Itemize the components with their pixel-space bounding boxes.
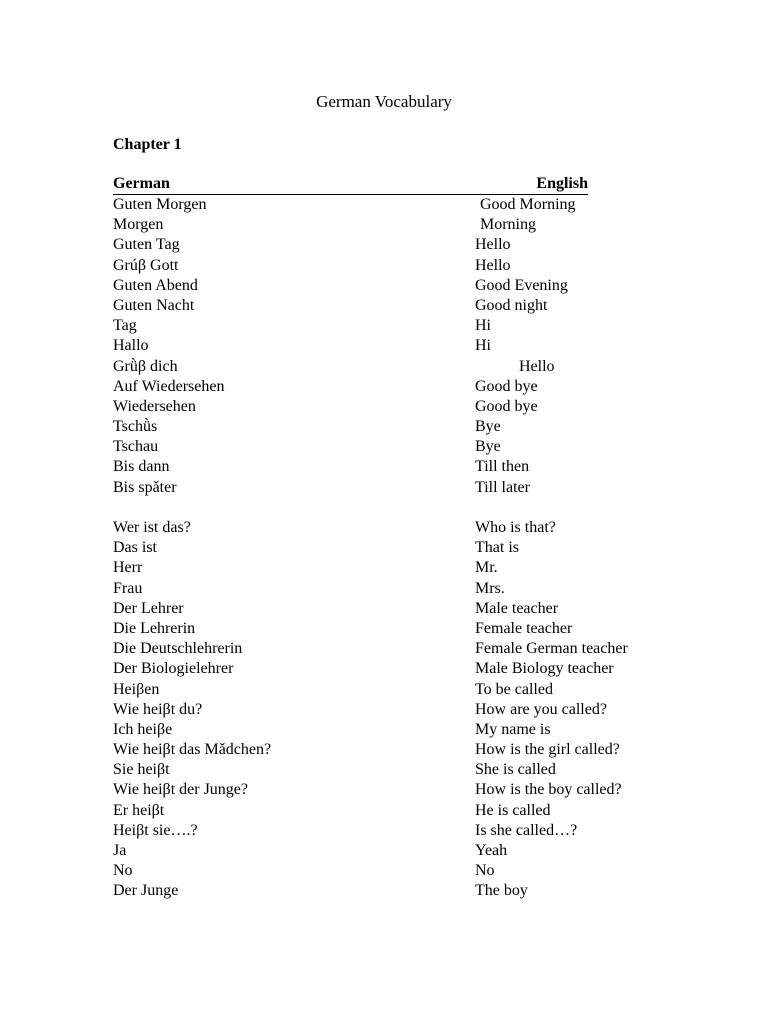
vocab-row <box>0 841 768 861</box>
german-term: Guten Tag <box>113 236 180 254</box>
english-translation: Is she called…? <box>475 821 578 839</box>
english-translation: She is called <box>475 761 556 779</box>
german-term: Wie heiβt der Junge? <box>113 781 248 799</box>
english-translation: No <box>475 862 495 880</box>
german-term: Der Biologielehrer <box>113 660 234 678</box>
vocab-row <box>0 377 768 397</box>
german-term: Grúβ Gott <box>113 256 179 274</box>
english-translation: Bye <box>475 418 501 436</box>
english-translation: Female German teacher <box>475 640 628 658</box>
vocab-row <box>0 357 768 377</box>
german-term: Die Lehrerin <box>113 619 196 637</box>
german-term: Guten Abend <box>113 276 198 294</box>
vocab-row <box>0 801 768 821</box>
english-column-header: English <box>536 175 588 192</box>
german-term: Bis spǎter <box>113 478 177 496</box>
column-header-row <box>113 175 588 195</box>
vocab-row <box>0 478 768 498</box>
vocab-row <box>0 195 768 215</box>
vocab-row <box>0 639 768 659</box>
german-term: Wie heiβt du? <box>113 700 203 718</box>
english-translation: How is the boy called? <box>475 781 622 799</box>
english-translation: My name is <box>475 720 551 738</box>
english-translation: How is the girl called? <box>475 741 620 759</box>
german-term: Bis dann <box>113 458 170 476</box>
english-translation: Bye <box>475 438 501 456</box>
vocab-row <box>0 881 768 901</box>
english-translation: Morning <box>480 216 536 234</box>
vocab-row <box>0 215 768 235</box>
vocab-row <box>0 780 768 800</box>
english-translation: Who is that? <box>475 519 556 536</box>
vocab-row <box>0 760 768 780</box>
vocab-row <box>0 437 768 457</box>
vocab-row <box>0 235 768 255</box>
english-translation: Good Morning <box>480 196 576 213</box>
vocab-row <box>0 619 768 639</box>
german-term: Ich heiβe <box>113 720 173 738</box>
vocab-row <box>0 276 768 296</box>
german-term: Die Deutschlehrerin <box>113 640 243 658</box>
english-translation: Mr. <box>475 559 498 577</box>
english-translation: Hello <box>519 357 555 375</box>
german-term: Wer ist das? <box>113 519 191 536</box>
english-translation: Good bye <box>475 377 538 395</box>
english-translation: Yeah <box>475 842 508 859</box>
vocab-row <box>0 659 768 679</box>
english-translation: How are you called? <box>475 700 607 718</box>
english-translation: That is <box>475 539 519 557</box>
german-term: Herr <box>113 559 143 577</box>
vocab-row <box>0 558 768 578</box>
vocab-row <box>0 579 768 599</box>
vocab-row <box>0 417 768 437</box>
vocab-row <box>0 316 768 336</box>
english-translation: He is called <box>475 801 551 819</box>
german-term: Der Junge <box>113 882 179 900</box>
german-term: Grǜβ dich <box>113 357 178 375</box>
vocab-row <box>0 740 768 760</box>
vocab-row <box>0 518 768 538</box>
vocab-row <box>0 821 768 841</box>
german-term: Auf Wiedersehen <box>113 377 225 395</box>
english-translation: Till later <box>475 478 530 496</box>
german-term: Er heiβt <box>113 801 165 819</box>
english-translation: Good Evening <box>475 276 568 294</box>
vocab-row <box>0 538 768 558</box>
german-term: No <box>113 862 133 880</box>
english-translation: Hi <box>475 337 491 355</box>
english-translation: Male Biology teacher <box>475 660 614 678</box>
german-term: Guten Morgen <box>113 196 207 213</box>
german-term: Wie heiβt das Mǎdchen? <box>113 741 272 759</box>
english-translation: Mrs. <box>475 579 505 597</box>
english-translation: Hi <box>475 317 491 335</box>
english-translation: Good bye <box>475 397 538 415</box>
vocab-row <box>0 498 768 518</box>
english-translation: Hello <box>475 256 511 274</box>
german-term: Hallo <box>113 337 149 355</box>
english-translation: Hello <box>475 236 511 254</box>
vocab-row <box>0 457 768 477</box>
vocab-row <box>0 861 768 881</box>
german-term: Heiβt sie….? <box>113 821 198 839</box>
vocabulary-list <box>0 195 768 902</box>
english-translation: Good night <box>475 296 548 314</box>
german-term: Das ist <box>113 539 157 557</box>
document-title: German Vocabulary <box>316 92 452 111</box>
german-term: Wiedersehen <box>113 397 196 415</box>
vocab-row <box>0 680 768 700</box>
german-term: Tschau <box>113 438 159 456</box>
german-term: Der Lehrer <box>113 599 184 617</box>
vocab-row <box>0 336 768 356</box>
english-translation: Female teacher <box>475 619 573 637</box>
german-term: Frau <box>113 579 143 597</box>
german-term: Heiβen <box>113 680 160 698</box>
german-term: Tag <box>113 317 137 335</box>
chapter-heading: Chapter 1 <box>113 136 182 153</box>
german-term: Morgen <box>113 216 164 234</box>
vocab-row <box>0 700 768 720</box>
vocab-row <box>0 296 768 316</box>
english-translation: The boy <box>475 882 528 900</box>
english-translation: Male teacher <box>475 599 559 617</box>
vocab-row <box>0 720 768 740</box>
english-translation: Till then <box>475 458 530 476</box>
german-term: Ja <box>113 842 127 859</box>
german-term: Sie heiβt <box>113 761 170 779</box>
german-term: Guten Nacht <box>113 296 195 314</box>
german-column-header: German <box>113 175 170 192</box>
english-translation: To be called <box>475 680 553 698</box>
german-term: Tschǜs <box>113 418 158 436</box>
vocab-row <box>0 397 768 417</box>
vocab-row <box>0 599 768 619</box>
vocab-row <box>0 256 768 276</box>
